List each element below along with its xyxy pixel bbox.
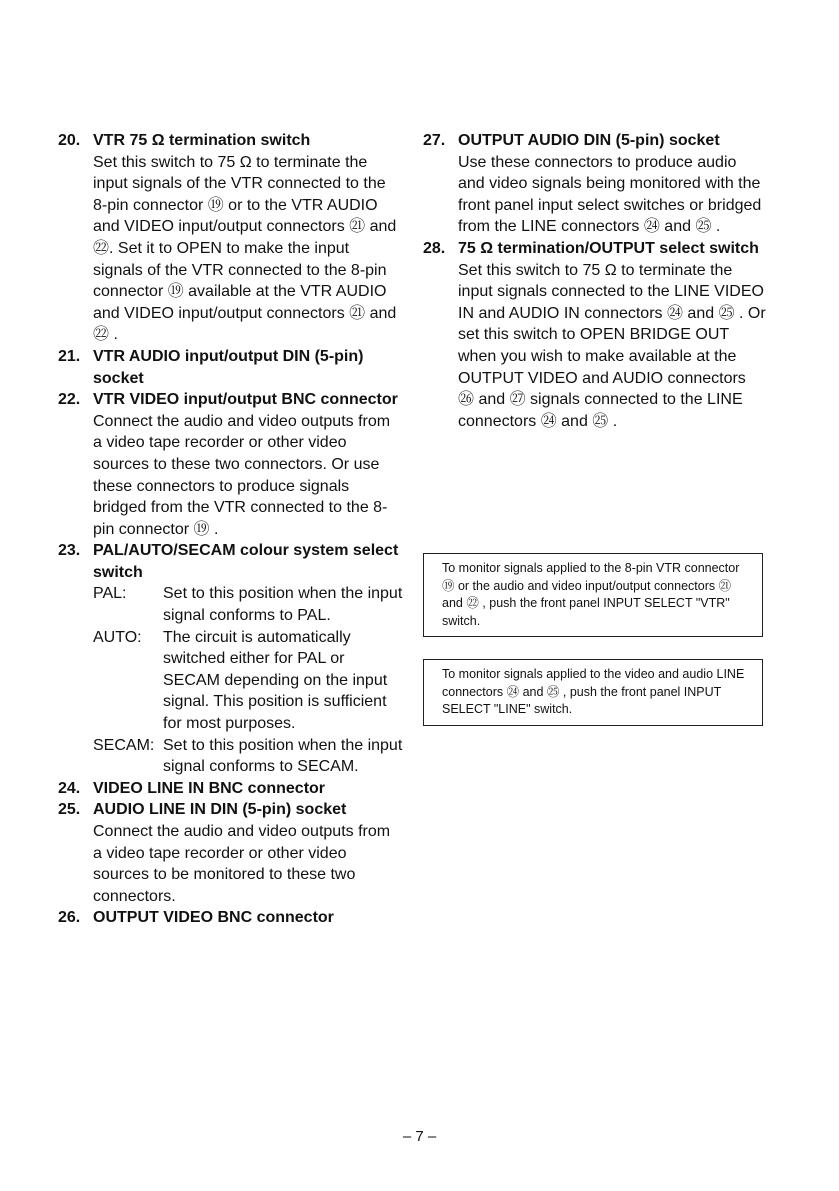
item-26 (58, 907, 403, 929)
item-number: 25. (58, 801, 81, 819)
item-21 (58, 346, 403, 389)
item-title: OUTPUT AUDIO DIN (5-pin) socket (458, 132, 720, 149)
item-number: 27. (423, 132, 446, 149)
item-title: OUTPUT VIDEO BNC connector (93, 909, 334, 927)
item-number: 20. (58, 132, 81, 149)
item-27 (423, 130, 766, 238)
page-number: – 7 – (402, 1128, 437, 1145)
option-auto (58, 627, 403, 735)
item-body: Connect the audio and video outputs from a video tape recorder or other video sources to these two connectors. Or use these connectors to produce signals bridged from the VTR connected to the 8-pin connector ⑲ . (93, 412, 391, 538)
item-25 (58, 799, 403, 907)
right-column (423, 130, 766, 432)
item-number: 24. (58, 779, 81, 797)
left-column (58, 130, 403, 929)
item-number: 28. (423, 239, 446, 257)
option-text: Set to this position when the input signal conforms to PAL. (163, 585, 403, 625)
item-number: 21. (58, 347, 81, 365)
item-title: VTR VIDEO input/output BNC connector (93, 391, 398, 409)
item-title: 75 Ω termination/OUTPUT select switch (458, 239, 759, 257)
item-body: Use these connectors to produce audio and video signals being monitored with the front panel input select switches or bridged from the LINE connectors ㉔ and ㉕ . (458, 153, 762, 236)
option-text: Set to this position when the input signal conforms to SECAM. (163, 736, 403, 776)
item-28 (423, 238, 766, 432)
option-key: PAL: (93, 585, 127, 603)
item-title: PAL/AUTO/SECAM colour system select switch (93, 542, 399, 581)
item-title: AUDIO LINE IN DIN (5-pin) socket (93, 801, 347, 819)
item-number: 26. (58, 909, 81, 927)
item-20 (58, 130, 403, 346)
option-text: The circuit is automatically switched either for PAL or SECAM depending on the input signal. This position is sufficient for most purposes. (163, 628, 388, 733)
item-number: 23. (58, 542, 81, 560)
note-box-line: To monitor signals applied to the video and audio LINE connectors ㉔ and ㉕ , push the front panel INPUT SELECT "LINE" switch. (423, 659, 763, 726)
option-secam (58, 735, 403, 778)
item-22 (58, 389, 403, 540)
item-24 (58, 778, 403, 800)
option-pal (58, 583, 403, 626)
item-number: 22. (58, 391, 81, 409)
item-body: Set this switch to 75 Ω to terminate the input signals of the VTR connected to the 8-pin connector ⑲ or to the VTR AUDIO and VIDEO input/output connectors ㉑ and ㉒. Set it to OPEN to make the input signals of the VTR connected to the 8-pin connector ⑲ available at the VTR AUDIO and VIDEO input/output connectors ㉑ and ㉒ . (93, 153, 397, 344)
item-title: VTR AUDIO input/output DIN (5-pin) socket (93, 347, 364, 387)
item-23 (58, 540, 403, 778)
item-body: Connect the audio and video outputs from a video tape recorder or other video sources to be monitored to these two connectors. (93, 823, 391, 905)
item-title: VTR 75 Ω termination switch (93, 132, 311, 149)
note-box-vtr: To monitor signals applied to the 8-pin VTR connector ⑲ or the audio and video input/output connectors ㉑ and ㉒ , push the front panel INPUT SELECT "VTR" switch. (423, 553, 763, 637)
option-key: AUTO: (93, 628, 142, 646)
item-title: VIDEO LINE IN BNC connector (93, 779, 326, 797)
item-body: Set this switch to 75 Ω to terminate the input signals connected to the LINE VIDEO IN and AUDIO IN connectors ㉔ and ㉕ . Or set this switch to OPEN BRIDGE OUT when you wish to make available at the OUTPUT VIDEO and AUDIO connectors ㉖ and ㉗ signals connected to the LINE connectors ㉔ and ㉕ . (458, 261, 766, 430)
option-key: SECAM: (93, 736, 155, 754)
